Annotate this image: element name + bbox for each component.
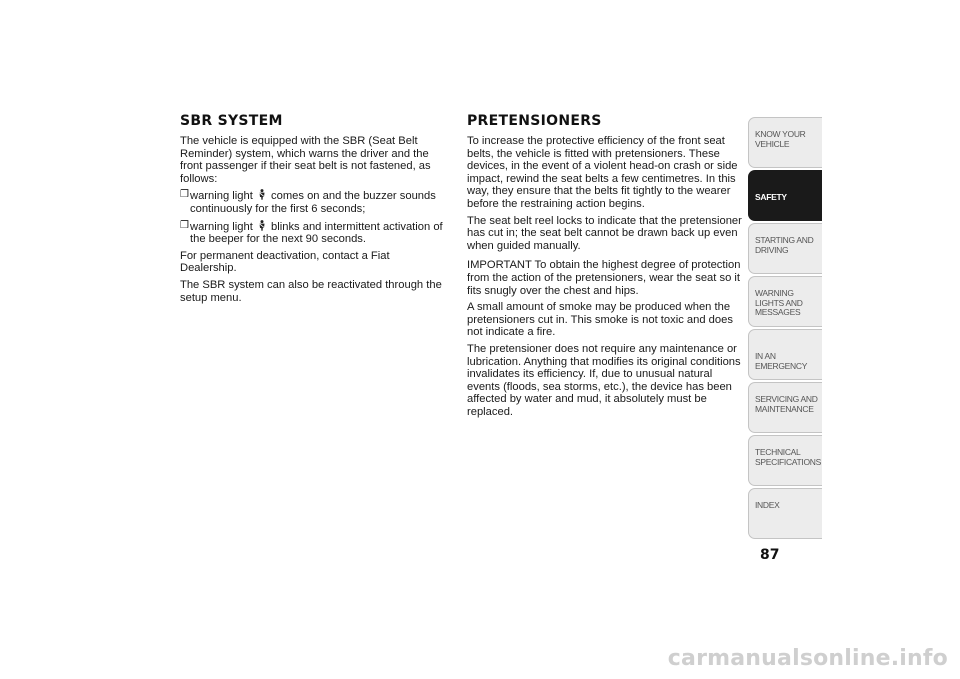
checkbox-bullet-icon: ❒ xyxy=(180,219,189,231)
tab-label: IN AN EMERGENCY xyxy=(755,351,808,371)
watermark: carmanualsonline.info xyxy=(667,646,948,671)
tab-label: SERVICING AND MAINTENANCE xyxy=(755,394,818,414)
tab-servicing-and-maintenance[interactable] xyxy=(748,382,822,433)
sbr-bullet-2 xyxy=(180,220,448,246)
pretensioners-p5: The pretensioner does not require any maintenance or lubrication. Anything that modifies its original conditions invalidates its efficiency. If, due to unusual natural events (floods, sea storms, etc.), the device has been affected by water and mud, it absolutely must be replaced. xyxy=(467,342,741,418)
tab-label: STARTING AND DRIVING xyxy=(755,235,814,255)
tab-warning-lights-and-messages[interactable] xyxy=(748,276,822,327)
tab-in-an-emergency[interactable] xyxy=(748,329,822,380)
tab-know-your-vehicle[interactable] xyxy=(748,117,822,168)
pretensioners-p1: To increase the protective efficiency of the front seat belts, the vehicle is fitted with pretensioners. These devices, in the event of a violent head-on crash or side impact, rewind the seat belts a few centimetres. In this way, they ensure that the belts fit tightly to the wearer before the restraining action begins. xyxy=(467,135,738,210)
sbr-bullet-1 xyxy=(180,189,448,215)
checkbox-bullet-icon: ❒ xyxy=(180,189,189,201)
pretensioners-important: IMPORTANT To obtain the highest degree of protection from the action of the pretensioners, wear the seat so it fits snugly over the chest and hips. xyxy=(467,259,741,297)
tab-label: SAFETY xyxy=(755,192,787,202)
tab-index[interactable] xyxy=(748,488,822,539)
bullet-text-before: warning light xyxy=(190,220,253,233)
sbr-intro: The vehicle is equipped with the SBR (Seat Belt Reminder) system, which warns the driver and the front passenger if their seat belt is not fastened, as follows: xyxy=(180,135,431,185)
seat-belt-warning-icon xyxy=(258,220,266,231)
sbr-heading: SBR SYSTEM xyxy=(180,113,283,129)
bullet-text-after: blinks and intermittent activation of the beeper for the next 90 seconds. xyxy=(190,220,443,246)
bullet-text-before: warning light xyxy=(190,190,253,203)
pretensioners-p2: The seat belt reel locks to indicate that the pretensioner has cut in; the seat belt cannot be drawn back up even when guided manually. xyxy=(467,214,742,252)
pretensioners-section xyxy=(467,113,743,422)
sbr-bullet-list xyxy=(180,189,448,245)
sbr-deactivation-text: For permanent deactivation, contact a Fiat Dealership. xyxy=(180,249,390,275)
tab-label: WARNING LIGHTS AND MESSAGES xyxy=(755,288,803,317)
tab-label: KNOW YOUR VEHICLE xyxy=(755,129,806,149)
bullet-text-after: comes on and the buzzer sounds continuously for the first 6 seconds; xyxy=(190,190,436,215)
tab-safety[interactable] xyxy=(748,170,822,221)
sbr-section xyxy=(180,113,448,308)
page-number: 87 xyxy=(760,547,780,563)
tab-label: TECHNICAL SPECIFICATIONS xyxy=(755,447,822,467)
tab-label: INDEX xyxy=(755,500,780,510)
pretensioners-p4: A small amount of smoke may be produced when the pretensioners cut in. This smoke is not toxic and does not indicate a fire. xyxy=(467,301,733,339)
sbr-reactivation-text: The SBR system can also be reactivated through the setup menu. xyxy=(180,278,442,304)
seat-belt-warning-icon xyxy=(258,189,266,200)
chapter-tabs xyxy=(748,117,822,541)
pretensioners-heading: PRETENSIONERS xyxy=(467,113,602,129)
tab-starting-and-driving[interactable] xyxy=(748,223,822,274)
tab-technical-specifications[interactable] xyxy=(748,435,822,486)
